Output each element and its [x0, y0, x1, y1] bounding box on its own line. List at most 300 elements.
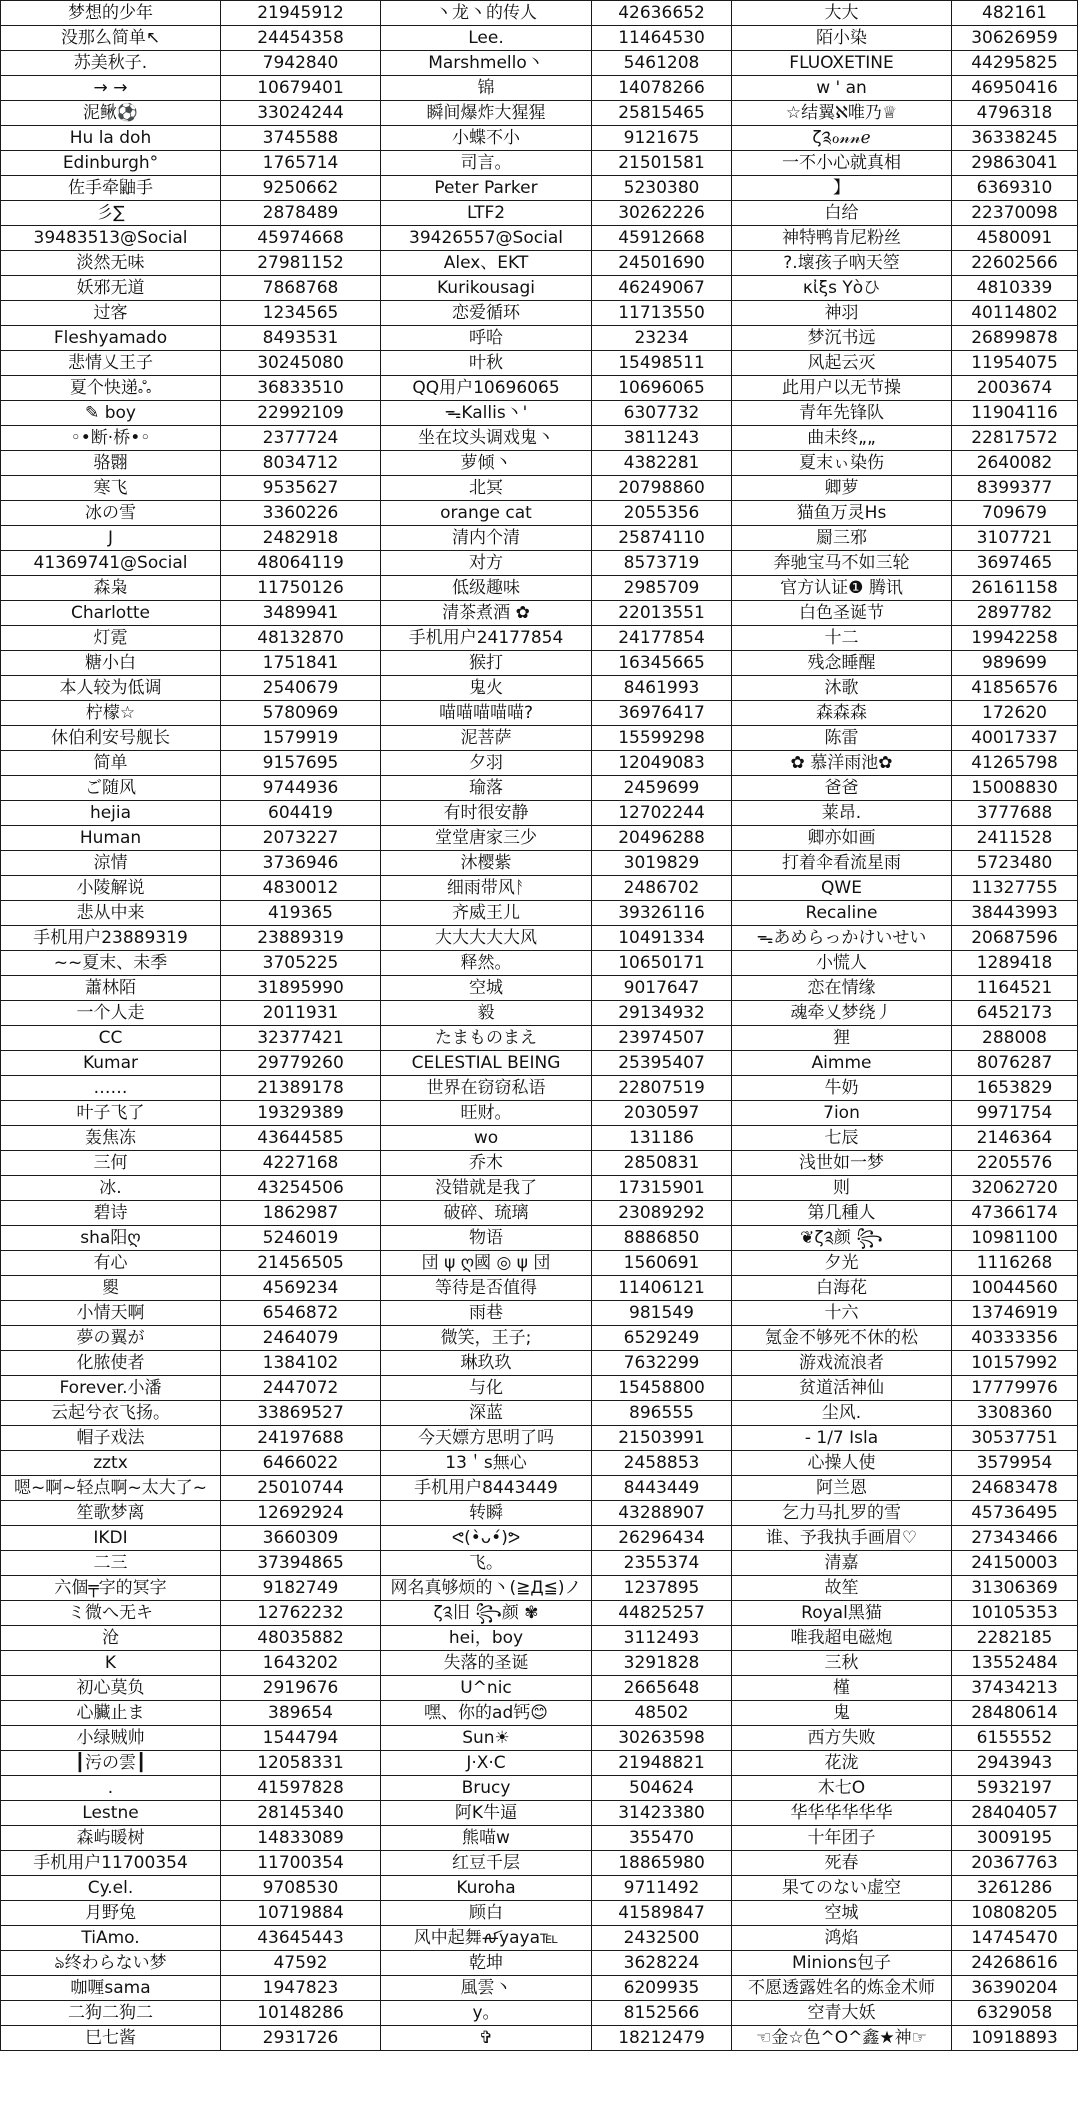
table-row: [1, 1526, 1078, 1551]
cell-name-3: 清嘉: [732, 1551, 952, 1576]
cell-name-3: 神特鸭肯尼粉丝: [732, 226, 952, 251]
cell-id-3: 3009195: [952, 1826, 1078, 1851]
table-row: [1, 401, 1078, 426]
cell-name-2: 物语: [381, 1226, 592, 1251]
cell-name-3: 则: [732, 1176, 952, 1201]
cell-id-2: 355470: [592, 1826, 732, 1851]
cell-id-2: 3811243: [592, 426, 732, 451]
cell-name-1: 没那么简单↖: [1, 26, 221, 51]
cell-name-3: ✿ 慕洋雨池✿: [732, 751, 952, 776]
cell-name-1: ✎ boy: [1, 401, 221, 426]
cell-id-3: 30626959: [952, 26, 1078, 51]
cell-name-3: 唯我超电磁炮: [732, 1626, 952, 1651]
table-row: [1, 476, 1078, 501]
cell-id-1: 12058331: [221, 1751, 381, 1776]
cell-id-1: 3360226: [221, 501, 381, 526]
cell-id-1: 12762232: [221, 1601, 381, 1626]
cell-name-2: Marshmello丶: [381, 51, 592, 76]
cell-name-2: 今天嫖方思明了吗: [381, 1426, 592, 1451]
table-row: [1, 1701, 1078, 1726]
cell-id-3: 1116268: [952, 1251, 1078, 1276]
cell-id-3: 2146364: [952, 1126, 1078, 1151]
cell-name-1: 寒飞: [1, 476, 221, 501]
cell-name-3: 神羽: [732, 301, 952, 326]
cell-name-3: 十二: [732, 626, 952, 651]
table-row: [1, 2001, 1078, 2026]
cell-id-3: 5932197: [952, 1776, 1078, 1801]
cell-id-2: 7632299: [592, 1351, 732, 1376]
cell-id-2: 4382281: [592, 451, 732, 476]
cell-id-1: 2931726: [221, 2026, 381, 2051]
cell-name-1: 碧诗: [1, 1201, 221, 1226]
cell-id-3: 19942258: [952, 626, 1078, 651]
cell-id-2: 2055356: [592, 501, 732, 526]
cell-name-1: TiAmo.: [1, 1926, 221, 1951]
table-row: [1, 1426, 1078, 1451]
table-row: [1, 176, 1078, 201]
cell-name-3: 鬼: [732, 1701, 952, 1726]
cell-id-1: 22992109: [221, 401, 381, 426]
cell-name-3: 奔驰宝马不如三轮: [732, 551, 952, 576]
cell-id-1: 8034712: [221, 451, 381, 476]
cell-id-2: 12049083: [592, 751, 732, 776]
cell-id-1: 10719884: [221, 1901, 381, 1926]
cell-name-1: 巳七酱: [1, 2026, 221, 2051]
cell-id-1: 33024244: [221, 101, 381, 126]
cell-name-3: 陌小染: [732, 26, 952, 51]
table-row: [1, 426, 1078, 451]
cell-name-3: ?.壞孩子吶天箜: [732, 251, 952, 276]
cell-id-1: 27981152: [221, 251, 381, 276]
cell-name-3: 白给: [732, 201, 952, 226]
cell-id-2: 14078266: [592, 76, 732, 101]
cell-name-1: 悲情乂王子: [1, 351, 221, 376]
cell-name-3: - 1/7 Isla: [732, 1426, 952, 1451]
cell-name-3: 乞力马扎罗的雪: [732, 1501, 952, 1526]
cell-name-2: 清茶煮酒 ✿: [381, 601, 592, 626]
cell-id-3: 3261286: [952, 1876, 1078, 1901]
cell-id-1: 25010744: [221, 1476, 381, 1501]
cell-id-2: 23234: [592, 326, 732, 351]
cell-id-2: 15498511: [592, 351, 732, 376]
cell-name-1: 二三: [1, 1551, 221, 1576]
table-row: [1, 1201, 1078, 1226]
table-row: [1, 1401, 1078, 1426]
table-row: [1, 801, 1078, 826]
cell-id-2: 30263598: [592, 1726, 732, 1751]
table-row: [1, 276, 1078, 301]
cell-id-3: 22602566: [952, 251, 1078, 276]
cell-name-2: 司言。: [381, 151, 592, 176]
table-row: [1, 1551, 1078, 1576]
table-row: [1, 1001, 1078, 1026]
cell-name-1: 叶子飞了: [1, 1101, 221, 1126]
cell-name-2: 小蝶不小: [381, 126, 592, 151]
table-row: [1, 2026, 1078, 2051]
cell-name-2: 呼哈: [381, 326, 592, 351]
cell-id-1: 21389178: [221, 1076, 381, 1101]
cell-name-2: 锦: [381, 76, 592, 101]
cell-id-1: 8493531: [221, 326, 381, 351]
cell-name-1: Lestne: [1, 1801, 221, 1826]
cell-id-2: 44825257: [592, 1601, 732, 1626]
cell-name-2: 北冥: [381, 476, 592, 501]
cell-name-3: 心操人使: [732, 1451, 952, 1476]
table-row: [1, 1, 1078, 26]
cell-id-3: 30537751: [952, 1426, 1078, 1451]
cell-name-3: 小慌人: [732, 951, 952, 976]
cell-name-2: 齐威王儿: [381, 901, 592, 926]
cell-id-3: 10044560: [952, 1276, 1078, 1301]
cell-name-1: 初心莫负: [1, 1676, 221, 1701]
cell-name-3: 卿萝: [732, 476, 952, 501]
cell-name-1: ঌ终わらない梦: [1, 1951, 221, 1976]
cell-id-3: 24150003: [952, 1551, 1078, 1576]
cell-name-1: 夢の翼が: [1, 1326, 221, 1351]
table-row: [1, 701, 1078, 726]
cell-name-1: 39483513@Social: [1, 226, 221, 251]
table-row: [1, 1976, 1078, 2001]
cell-id-2: 15458800: [592, 1376, 732, 1401]
cell-id-2: 11464530: [592, 26, 732, 51]
cell-name-1: 骆翾: [1, 451, 221, 476]
table-row: [1, 826, 1078, 851]
cell-name-2: 瞬间爆炸大猩猩: [381, 101, 592, 126]
cell-name-2: 瑜落: [381, 776, 592, 801]
cell-id-1: 5246019: [221, 1226, 381, 1251]
cell-id-3: 36338245: [952, 126, 1078, 151]
cell-name-2: 微笑，王子;: [381, 1326, 592, 1351]
cell-name-2: Peter Parker: [381, 176, 592, 201]
cell-id-2: 5461208: [592, 51, 732, 76]
cell-name-2: 39426557@Social: [381, 226, 592, 251]
cell-name-1: 蕭林陌: [1, 976, 221, 1001]
cell-id-2: 10491334: [592, 926, 732, 951]
cell-name-3: 西方失败: [732, 1726, 952, 1751]
cell-id-1: 2377724: [221, 426, 381, 451]
table-row: [1, 1651, 1078, 1676]
cell-id-3: 2205576: [952, 1151, 1078, 1176]
cell-name-1: Hu la doh: [1, 126, 221, 151]
cell-name-1: 一个人走: [1, 1001, 221, 1026]
cell-name-3: 一不小心就真相: [732, 151, 952, 176]
cell-id-2: 15599298: [592, 726, 732, 751]
cell-id-3: 28480614: [952, 1701, 1078, 1726]
cell-id-2: 42636652: [592, 1, 732, 26]
cell-id-1: 21945912: [221, 1, 381, 26]
cell-name-3: Aimme: [732, 1051, 952, 1076]
cell-name-2: U^nic: [381, 1676, 592, 1701]
cell-name-1: 二狗二狗二: [1, 2001, 221, 2026]
cell-name-1: 咖喱sama: [1, 1976, 221, 2001]
cell-name-2: 破碎、琉璃: [381, 1201, 592, 1226]
cell-name-2: 红豆千层: [381, 1851, 592, 1876]
table-row: [1, 1026, 1078, 1051]
cell-id-3: 24683478: [952, 1476, 1078, 1501]
cell-id-1: 12692924: [221, 1501, 381, 1526]
table-row: [1, 1226, 1078, 1251]
cell-name-2: 嘿、你的ad钙😊: [381, 1701, 592, 1726]
cell-name-2: 恋爱循环: [381, 301, 592, 326]
cell-id-3: 41856576: [952, 676, 1078, 701]
table-row: [1, 51, 1078, 76]
cell-name-1: ┃污の雲┃: [1, 1751, 221, 1776]
table-row: [1, 751, 1078, 776]
cell-name-1: 化脓使者: [1, 1351, 221, 1376]
cell-name-2: 清内个清: [381, 526, 592, 551]
cell-id-1: 48132870: [221, 626, 381, 651]
cell-id-3: 15008830: [952, 776, 1078, 801]
cell-name-1: 六個╤字的冥字: [1, 1576, 221, 1601]
cell-id-2: 25815465: [592, 101, 732, 126]
cell-name-2: 琳玖玖: [381, 1351, 592, 1376]
cell-name-2: wo: [381, 1126, 592, 1151]
cell-name-1: 有心: [1, 1251, 221, 1276]
cell-name-1: 云起兮衣飞扬。: [1, 1401, 221, 1426]
cell-name-3: ☆结翼ℵ唯乃♕: [732, 101, 952, 126]
cell-name-2: 世界在窃窃私语: [381, 1076, 592, 1101]
cell-name-2: 飞。: [381, 1551, 592, 1576]
table-row: [1, 1776, 1078, 1801]
cell-id-3: 14745470: [952, 1926, 1078, 1951]
cell-id-1: 47592: [221, 1951, 381, 1976]
cell-id-3: 38443993: [952, 901, 1078, 926]
cell-id-2: 8461993: [592, 676, 732, 701]
cell-name-3: Minions包子: [732, 1951, 952, 1976]
cell-id-2: 3019829: [592, 851, 732, 876]
cell-name-3: 三秋: [732, 1651, 952, 1676]
cell-name-1: 淡然无味: [1, 251, 221, 276]
cell-id-3: 40333356: [952, 1326, 1078, 1351]
cell-id-1: 1765714: [221, 151, 381, 176]
table-row: [1, 601, 1078, 626]
cell-name-3: 游戏流浪者: [732, 1351, 952, 1376]
cell-id-2: 20798860: [592, 476, 732, 501]
table-row: [1, 301, 1078, 326]
cell-name-2: 猴打: [381, 651, 592, 676]
cell-id-2: 11406121: [592, 1276, 732, 1301]
cell-name-3: Royal黑猫: [732, 1601, 952, 1626]
cell-id-1: 1384102: [221, 1351, 381, 1376]
cell-id-3: 8076287: [952, 1051, 1078, 1076]
cell-name-2: 丶龙丶的传人: [381, 1, 592, 26]
cell-id-1: 4227168: [221, 1151, 381, 1176]
cell-id-1: 45974668: [221, 226, 381, 251]
cell-id-2: 3112493: [592, 1626, 732, 1651]
cell-name-1: 沧: [1, 1626, 221, 1651]
cell-id-1: 2447072: [221, 1376, 381, 1401]
cell-name-3: 猫鱼万灵Hs: [732, 501, 952, 526]
cell-id-1: 3736946: [221, 851, 381, 876]
table-row: [1, 1501, 1078, 1526]
cell-id-1: 11700354: [221, 1851, 381, 1876]
table-row: [1, 1126, 1078, 1151]
cell-id-1: 4830012: [221, 876, 381, 901]
cell-id-2: 25395407: [592, 1051, 732, 1076]
cell-name-3: w ' an: [732, 76, 952, 101]
cell-name-1: 灯霓: [1, 626, 221, 651]
cell-name-1: K: [1, 1651, 221, 1676]
cell-name-2: 空城: [381, 976, 592, 1001]
cell-id-3: 40017337: [952, 726, 1078, 751]
cell-id-3: 989699: [952, 651, 1078, 676]
cell-id-3: 2003674: [952, 376, 1078, 401]
cell-id-1: 1643202: [221, 1651, 381, 1676]
cell-id-3: 4580091: [952, 226, 1078, 251]
table-row: [1, 651, 1078, 676]
table-row: [1, 376, 1078, 401]
cell-name-1: 悲从中来: [1, 901, 221, 926]
table-row: [1, 1851, 1078, 1876]
cell-id-1: 30245080: [221, 351, 381, 376]
cell-id-2: 9121675: [592, 126, 732, 151]
cell-name-1: 泥鳅⚽: [1, 101, 221, 126]
table-row: [1, 976, 1078, 1001]
cell-name-2: 風雲丶: [381, 1976, 592, 2001]
cell-name-1: 涼情: [1, 851, 221, 876]
cell-name-2: 喵喵喵喵喵?: [381, 701, 592, 726]
cell-id-3: 6452173: [952, 1001, 1078, 1026]
cell-name-1: 休伯利安号舰长: [1, 726, 221, 751]
cell-name-2: 雨巷: [381, 1301, 592, 1326]
cell-name-2: 与化: [381, 1376, 592, 1401]
cell-id-2: 17315901: [592, 1176, 732, 1201]
cell-name-2: y。: [381, 2001, 592, 2026]
table-row: [1, 1251, 1078, 1276]
cell-id-2: 23089292: [592, 1201, 732, 1226]
cell-name-3: 十六: [732, 1301, 952, 1326]
cell-id-2: 5230380: [592, 176, 732, 201]
cell-name-1: 森枭: [1, 576, 221, 601]
cell-name-1: ◦•断·桥•◦: [1, 426, 221, 451]
cell-id-3: 1164521: [952, 976, 1078, 1001]
cell-name-2: ✞: [381, 2026, 592, 2051]
table-row: [1, 1151, 1078, 1176]
cell-name-2: 顾白: [381, 1901, 592, 1926]
cell-id-2: 2030597: [592, 1101, 732, 1126]
cell-name-1: Charlotte: [1, 601, 221, 626]
cell-name-2: 13＇s無心: [381, 1451, 592, 1476]
cell-name-1: ……: [1, 1076, 221, 1101]
cell-name-3: 木七O: [732, 1776, 952, 1801]
table-row: [1, 1051, 1078, 1076]
cell-name-2: ᕙ(•̀ᴗ•́)ᕗ: [381, 1526, 592, 1551]
cell-id-2: 3291828: [592, 1651, 732, 1676]
cell-id-3: 9971754: [952, 1101, 1078, 1126]
cell-name-1: 三何: [1, 1151, 221, 1176]
table-row: [1, 226, 1078, 251]
cell-name-3: 夕光: [732, 1251, 952, 1276]
cell-name-2: たまものまえ: [381, 1026, 592, 1051]
cell-id-2: 2985709: [592, 576, 732, 601]
cell-id-1: 9708530: [221, 1876, 381, 1901]
cell-name-2: 低级趣味: [381, 576, 592, 601]
cell-id-3: 1289418: [952, 951, 1078, 976]
cell-id-2: 23974507: [592, 1026, 732, 1051]
table-row: [1, 1451, 1078, 1476]
cell-name-1: → →: [1, 76, 221, 101]
table-row: [1, 951, 1078, 976]
cell-name-3: 莱昂.: [732, 801, 952, 826]
cell-id-2: 39326116: [592, 901, 732, 926]
cell-name-2: 坐在坟头调戏鬼丶: [381, 426, 592, 451]
cell-name-3: 打着伞看流星雨: [732, 851, 952, 876]
cell-id-1: 6546872: [221, 1301, 381, 1326]
cell-id-3: 2640082: [952, 451, 1078, 476]
cell-id-3: 288008: [952, 1026, 1078, 1051]
cell-id-3: 28404057: [952, 1801, 1078, 1826]
cell-name-1: 简单: [1, 751, 221, 776]
table-row: [1, 251, 1078, 276]
cell-name-3: 陈雷: [732, 726, 952, 751]
cell-id-1: 2482918: [221, 526, 381, 551]
cell-name-2: 深蓝: [381, 1401, 592, 1426]
cell-name-1: Human: [1, 826, 221, 851]
table-row: [1, 1376, 1078, 1401]
table-row: [1, 451, 1078, 476]
cell-id-3: 5723480: [952, 851, 1078, 876]
cell-name-1: 手机用户23889319: [1, 926, 221, 951]
table-row: [1, 1301, 1078, 1326]
cell-id-3: 4796318: [952, 101, 1078, 126]
cell-id-3: 13552484: [952, 1651, 1078, 1676]
cell-name-1: 夏个快递ஃ: [1, 376, 221, 401]
table-row: [1, 876, 1078, 901]
cell-id-2: 3628224: [592, 1951, 732, 1976]
table-row: [1, 1726, 1078, 1751]
cell-id-3: 46950416: [952, 76, 1078, 101]
cell-id-2: 21503991: [592, 1426, 732, 1451]
cell-name-3: 空城: [732, 1901, 952, 1926]
cell-name-3: 不愿透露姓名的炼金术师: [732, 1976, 952, 2001]
table-row: [1, 1276, 1078, 1301]
table-row: [1, 901, 1078, 926]
cell-id-1: 2919676: [221, 1676, 381, 1701]
cell-name-3: Recaline: [732, 901, 952, 926]
cell-id-3: 44295825: [952, 51, 1078, 76]
cell-id-3: 3107721: [952, 526, 1078, 551]
cell-id-1: 3745588: [221, 126, 381, 151]
cell-id-1: 4569234: [221, 1276, 381, 1301]
cell-name-1: 冰の雪: [1, 501, 221, 526]
table-row: [1, 1801, 1078, 1826]
cell-id-2: 21948821: [592, 1751, 732, 1776]
cell-id-1: 1579919: [221, 726, 381, 751]
cell-name-1: IKDI: [1, 1526, 221, 1551]
table-row: [1, 1951, 1078, 1976]
cell-name-3: 第几種人: [732, 1201, 952, 1226]
cell-id-3: 47366174: [952, 1201, 1078, 1226]
cell-id-1: 3489941: [221, 601, 381, 626]
cell-name-2: orange cat: [381, 501, 592, 526]
cell-name-3: 尘风.: [732, 1401, 952, 1426]
cell-id-2: 6529249: [592, 1326, 732, 1351]
cell-name-3: 夏末ぃ染伤: [732, 451, 952, 476]
cell-name-1: 本人较为低调: [1, 676, 221, 701]
cell-id-3: 45736495: [952, 1501, 1078, 1526]
cell-name-1: sha阳ღ: [1, 1226, 221, 1251]
cell-id-2: 48502: [592, 1701, 732, 1726]
table-row: [1, 1351, 1078, 1376]
cell-id-3: 6155552: [952, 1726, 1078, 1751]
cell-name-1: 柠檬☆: [1, 701, 221, 726]
table-row: [1, 26, 1078, 51]
cell-name-3: ζ༉ℴ𝓃𝓃ℯ: [732, 126, 952, 151]
cell-id-2: 29134932: [592, 1001, 732, 1026]
cell-name-2: CELESTIAL BEING: [381, 1051, 592, 1076]
cell-id-1: 604419: [221, 801, 381, 826]
cell-id-1: 48064119: [221, 551, 381, 576]
